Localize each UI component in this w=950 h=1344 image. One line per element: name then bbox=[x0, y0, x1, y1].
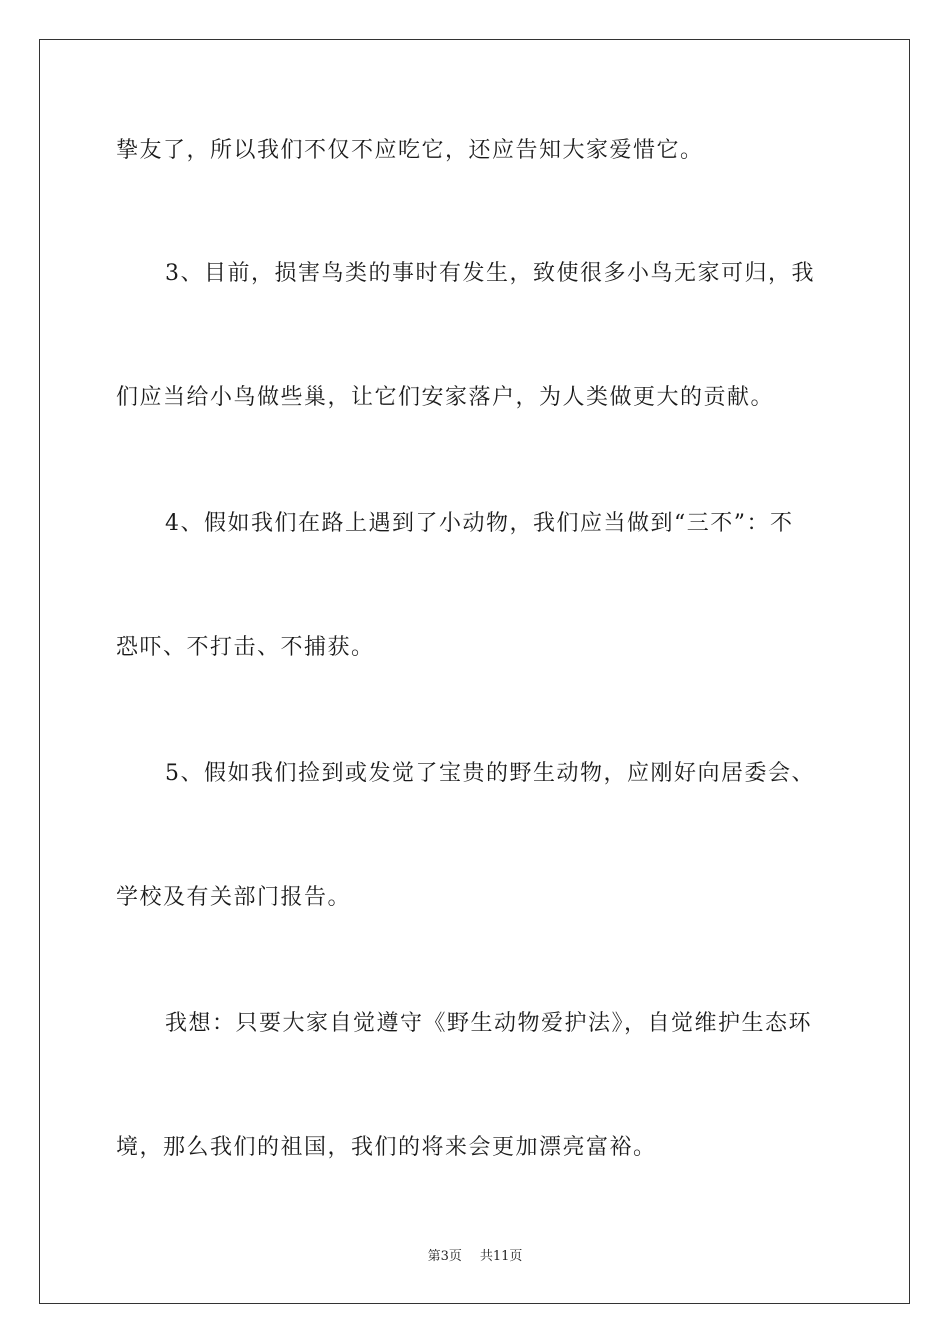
paragraph-line: 4、假如我们在路上遇到了小动物，我们应当做到“三不”：不 bbox=[165, 511, 794, 536]
page-frame bbox=[39, 39, 910, 1304]
paragraph-line: 我想：只要大家自觉遵守《野生动物爱护法》，自觉维护生态环 bbox=[165, 1011, 813, 1036]
paragraph-line: 挚友了，所以我们不仅不应吃它，还应告知大家爱惜它。 bbox=[116, 138, 704, 163]
paragraph-line: 学校及有关部门报告。 bbox=[116, 885, 352, 910]
paragraph-line: 们应当给小鸟做些巢，让它们安家落户，为人类做更大的贡献。 bbox=[116, 385, 775, 410]
page-footer bbox=[0, 1247, 950, 1267]
page-number: 第3页 bbox=[427, 1249, 462, 1264]
total-pages: 共11页 bbox=[479, 1249, 523, 1264]
paragraph-line: 境，那么我们的祖国，我们的将来会更加漂亮富裕。 bbox=[116, 1135, 657, 1160]
paragraph-line: 3、目前，损害鸟类的事时有发生，致使很多小鸟无家可归，我 bbox=[165, 261, 815, 286]
paragraph-line: 5、假如我们捡到或发觉了宝贵的野生动物，应刚好向居委会、 bbox=[165, 761, 815, 786]
paragraph-line: 恐吓、不打击、不捕获。 bbox=[116, 635, 375, 660]
